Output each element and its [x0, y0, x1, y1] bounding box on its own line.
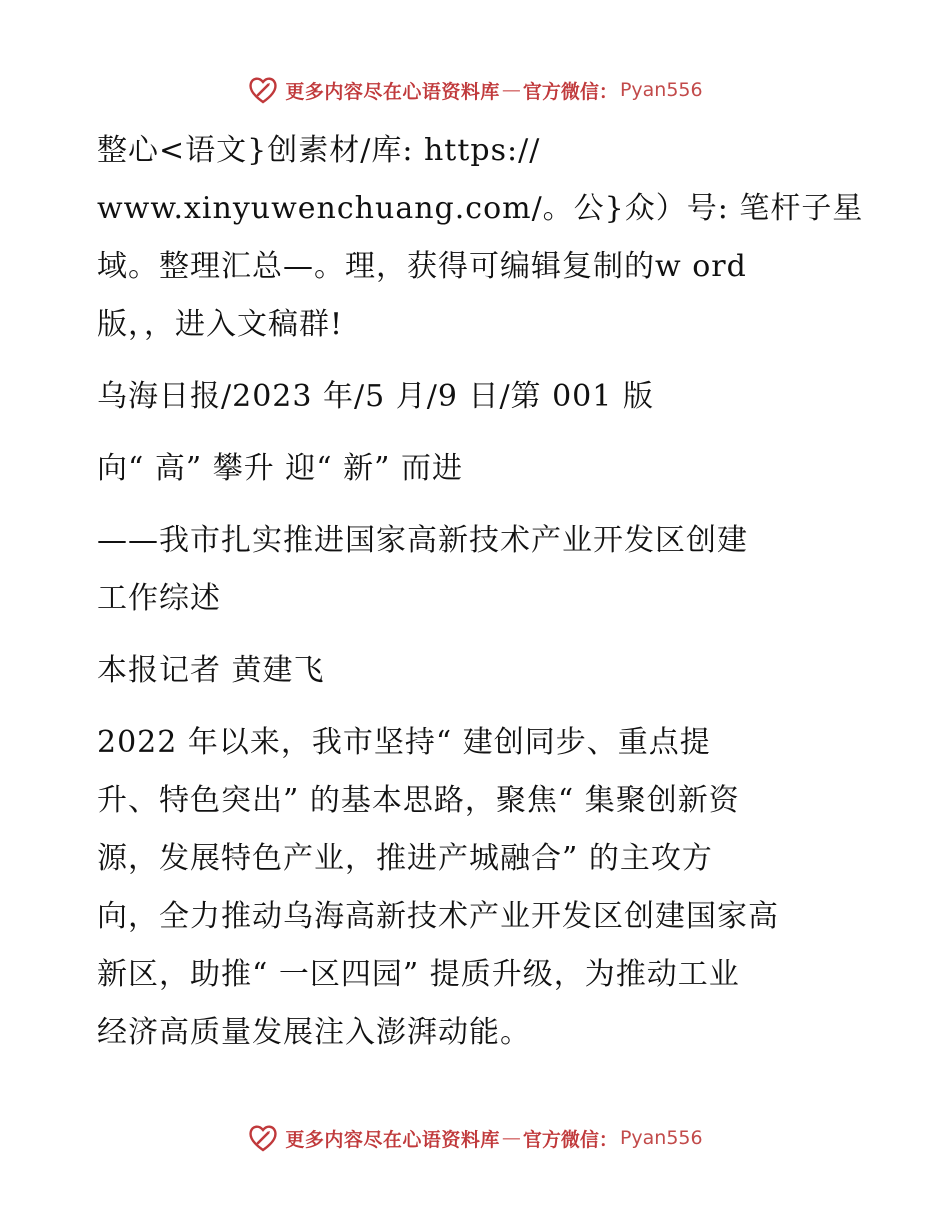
subheadline-line: ——我市扎实推进国家高新技术产业开发区创建 — [97, 523, 748, 558]
subheadline — [97, 512, 857, 628]
intro-line: www.xinyuwenchuang.com/。公}众）号: 笔杆子星 — [97, 191, 864, 226]
body-line: 源，发展特色产业，推进产城融合” 的主攻方 — [97, 841, 713, 876]
intro-line: 域。整理汇总—。理，获得可编辑复制的w ord — [97, 249, 747, 284]
banner-wechat-handle: Pyan556 — [619, 1127, 703, 1149]
intro-line: 整心<语文}创素材/库: https:// — [97, 133, 541, 168]
banner-dash: — — [501, 1127, 521, 1149]
body-line: 升、特色突出” 的基本思路，聚焦“ 集聚创新资 — [97, 783, 740, 818]
subheadline-line: 工作综述 — [97, 581, 221, 616]
body-line: 新区，助推“ 一区四园” 提质升级，为推动工业 — [97, 957, 740, 992]
footer-banner — [0, 1118, 950, 1158]
intro-paragraph — [97, 122, 864, 354]
body-paragraph — [97, 714, 857, 1062]
intro-line: 版，，进入文稿群! — [97, 307, 344, 342]
banner-wechat-handle: Pyan556 — [619, 79, 703, 101]
banner-wechat-label: 官方微信： — [522, 1128, 618, 1151]
source-line: 乌海日报/2023 年/5 月/9 日/第 001 版 — [97, 379, 654, 414]
banner-label: 更多内容尽在心语资料库 — [285, 80, 500, 103]
body-line: 经济高质量发展注入澎湃动能。 — [97, 1015, 531, 1050]
banner-label: 更多内容尽在心语资料库 — [285, 1128, 500, 1151]
banner-wechat-label: 官方微信： — [522, 80, 618, 103]
byline: 本报记者 黄建飞 — [97, 653, 325, 688]
document-body — [97, 122, 864, 1062]
body-line: 向，全力推动乌海高新技术产业开发区创建国家高 — [97, 899, 779, 934]
heart-pen-logo-icon — [247, 1122, 279, 1154]
body-line: 2022 年以来，我市坚持“ 建创同步、重点提 — [97, 725, 711, 760]
heart-pen-logo-icon — [247, 74, 279, 106]
banner-dash: — — [501, 79, 521, 101]
headline: 向“ 高” 攀升 迎“ 新” 而进 — [97, 451, 464, 486]
header-banner — [0, 70, 950, 110]
